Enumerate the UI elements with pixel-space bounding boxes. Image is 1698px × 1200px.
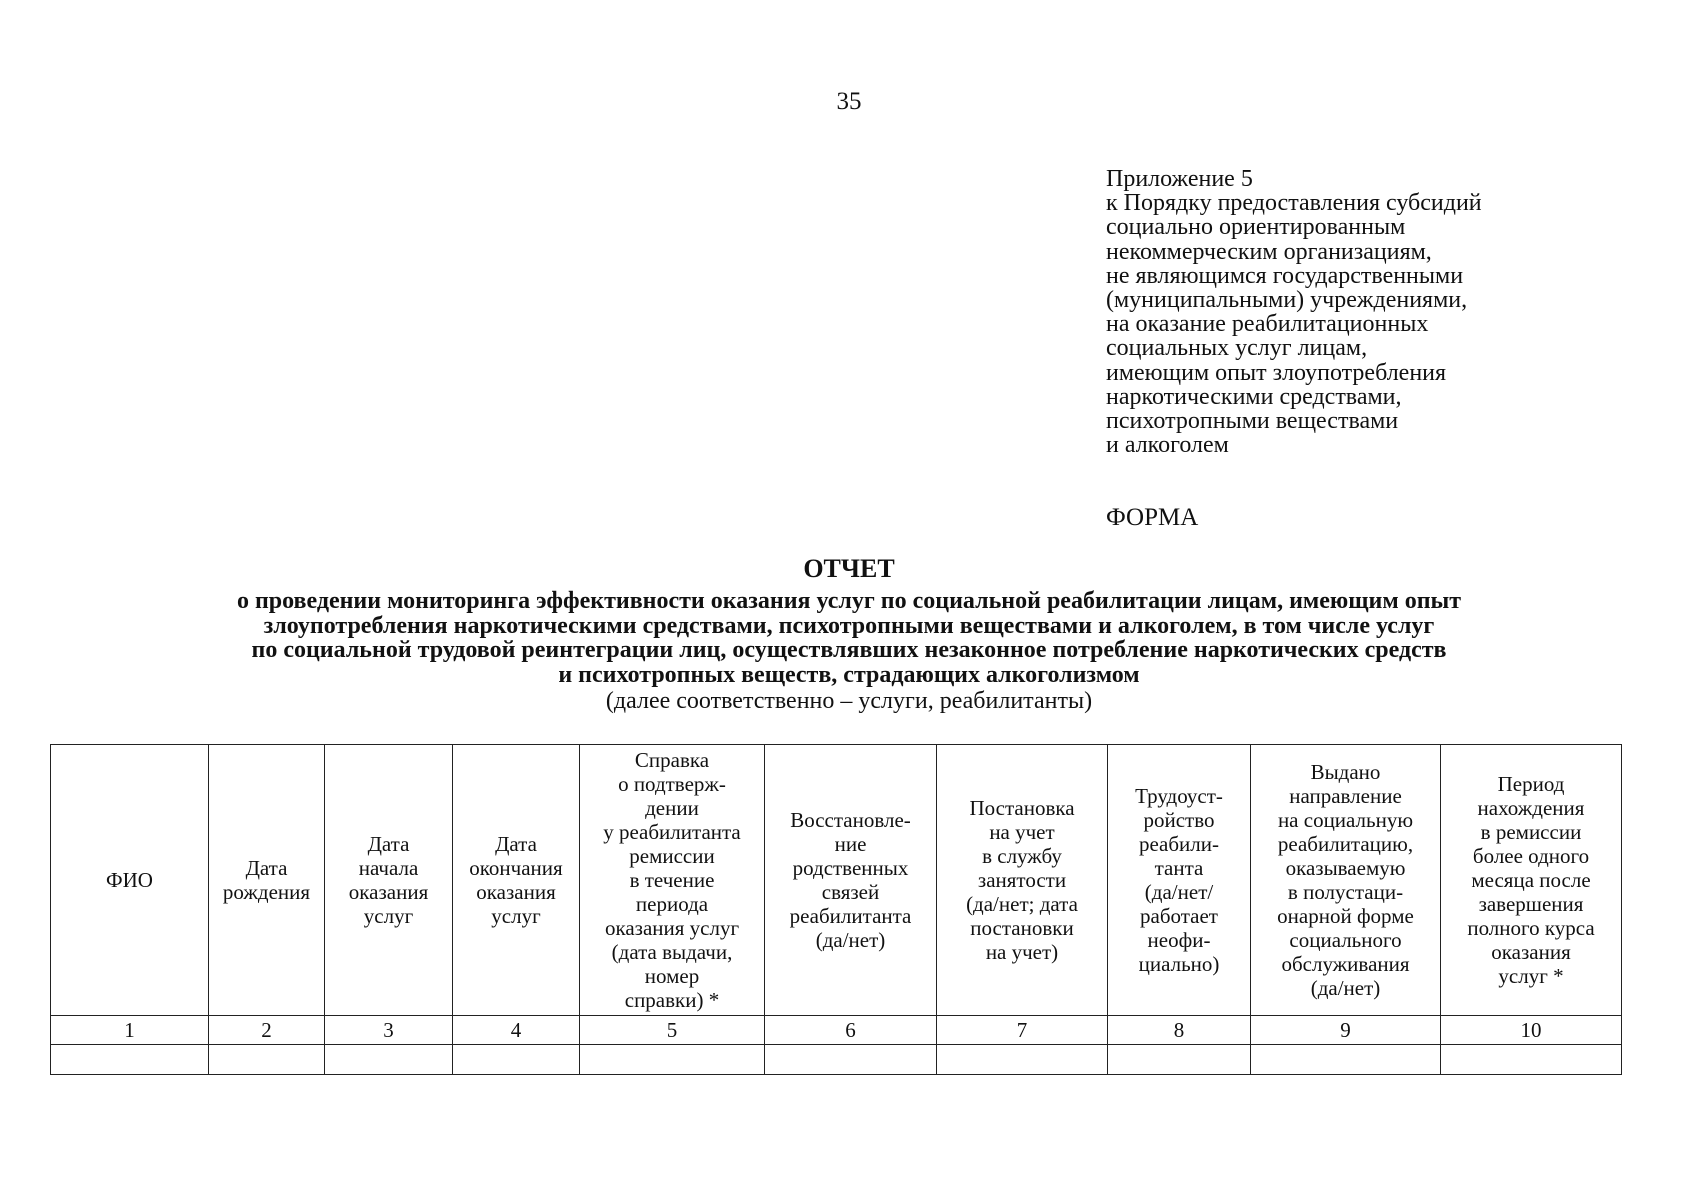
empty-cell [1251,1045,1441,1075]
report-subtitle-line: по социальной трудовой реинтеграции лиц, осуществлявших незаконное потребление наркотических средств [251,637,1447,663]
empty-cell [1441,1045,1622,1075]
empty-cell [325,1045,453,1075]
report-title: ОТЧЕТ [803,554,895,583]
empty-cell [453,1045,580,1075]
column-number-row [51,1016,1622,1045]
empty-cell [765,1045,937,1075]
appendix-block [1106,167,1666,457]
report-note: (далее соответственно – услуги, реабилитанты) [605,688,1093,714]
appendix-line: Приложение 5 [1106,166,1253,192]
appendix-line: на оказание реабилитационных [1106,311,1429,338]
page-number: 35 [836,88,862,115]
empty-cell [1108,1045,1251,1075]
column-number: 10 [1441,1016,1622,1045]
header-birth-date: Дата рождения [209,745,325,1016]
table-header-row [51,745,1622,1016]
header-fio: ФИО [51,745,209,1016]
appendix-line: (муниципальными) учреждениями, [1106,287,1468,314]
header-service-end-date: Дата окончания оказания услуг [453,745,580,1016]
header-service-start-date: Дата начала оказания услуг [325,745,453,1016]
appendix-line: имеющим опыт злоупотребления [1106,359,1447,386]
empty-cell [937,1045,1108,1075]
header-family-ties: Восстановле- ние родственных связей реабилитанта (да/нет) [765,745,937,1016]
appendix-line: наркотическими средствами, [1106,383,1402,410]
column-number: 6 [765,1016,937,1045]
header-employment-registration: Постановка на учет в службу занятости (да/нет; дата постановки на учет) [937,745,1108,1016]
column-number: 1 [51,1016,209,1045]
header-remission-certificate: Справка о подтверж- дении у реабилитанта ремиссии в течение периода оказания услуг (дата выдачи, номер справки) * [580,745,765,1016]
column-number: 4 [453,1016,580,1045]
header-remission-period: Период нахождения в ремиссии более одного месяца после завершения полного курса оказания услуг * [1441,745,1622,1016]
report-subtitle-line: злоупотребления наркотическими средствами, психотропными веществами и алкоголем, в том числе услуг [263,612,1435,639]
header-referral: Выдано направление на социальную реабилитацию, оказываемую в полустаци- онарной форме социального обслуживания (да/нет) [1251,745,1441,1016]
appendix-line: и алкоголем [1106,432,1229,459]
appendix-line: не являющимся государственными [1106,262,1464,289]
column-number: 3 [325,1016,453,1045]
appendix-line: некоммерческим организациям, [1106,238,1432,265]
report-subtitle-line: о проведении мониторинга эффективности оказания услуг по социальной реабилитации лицам, имеющим опыт [236,588,1462,614]
report-subtitle [60,589,1638,687]
empty-cell [51,1045,209,1075]
column-number: 7 [937,1016,1108,1045]
report-subtitle-line: и психотропных веществ, страдающих алкоголизмом [558,661,1140,688]
header-employment: Трудоуст- ройство реабили- танта (да/нет/ работает неофи- циально) [1108,745,1251,1016]
column-number: 2 [209,1016,325,1045]
report-table [50,744,1622,1075]
table-row [51,1045,1622,1075]
column-number: 8 [1108,1016,1251,1045]
appendix-line: социально ориентированным [1106,214,1406,241]
form-label: ФОРМА [1106,504,1199,531]
appendix-line: психотропными веществами [1106,408,1399,435]
column-number: 9 [1251,1016,1441,1045]
column-number: 5 [580,1016,765,1045]
empty-cell [209,1045,325,1075]
appendix-line: социальных услуг лицам, [1106,335,1368,362]
appendix-line: к Порядку предоставления субсидий [1106,190,1482,217]
empty-cell [580,1045,765,1075]
